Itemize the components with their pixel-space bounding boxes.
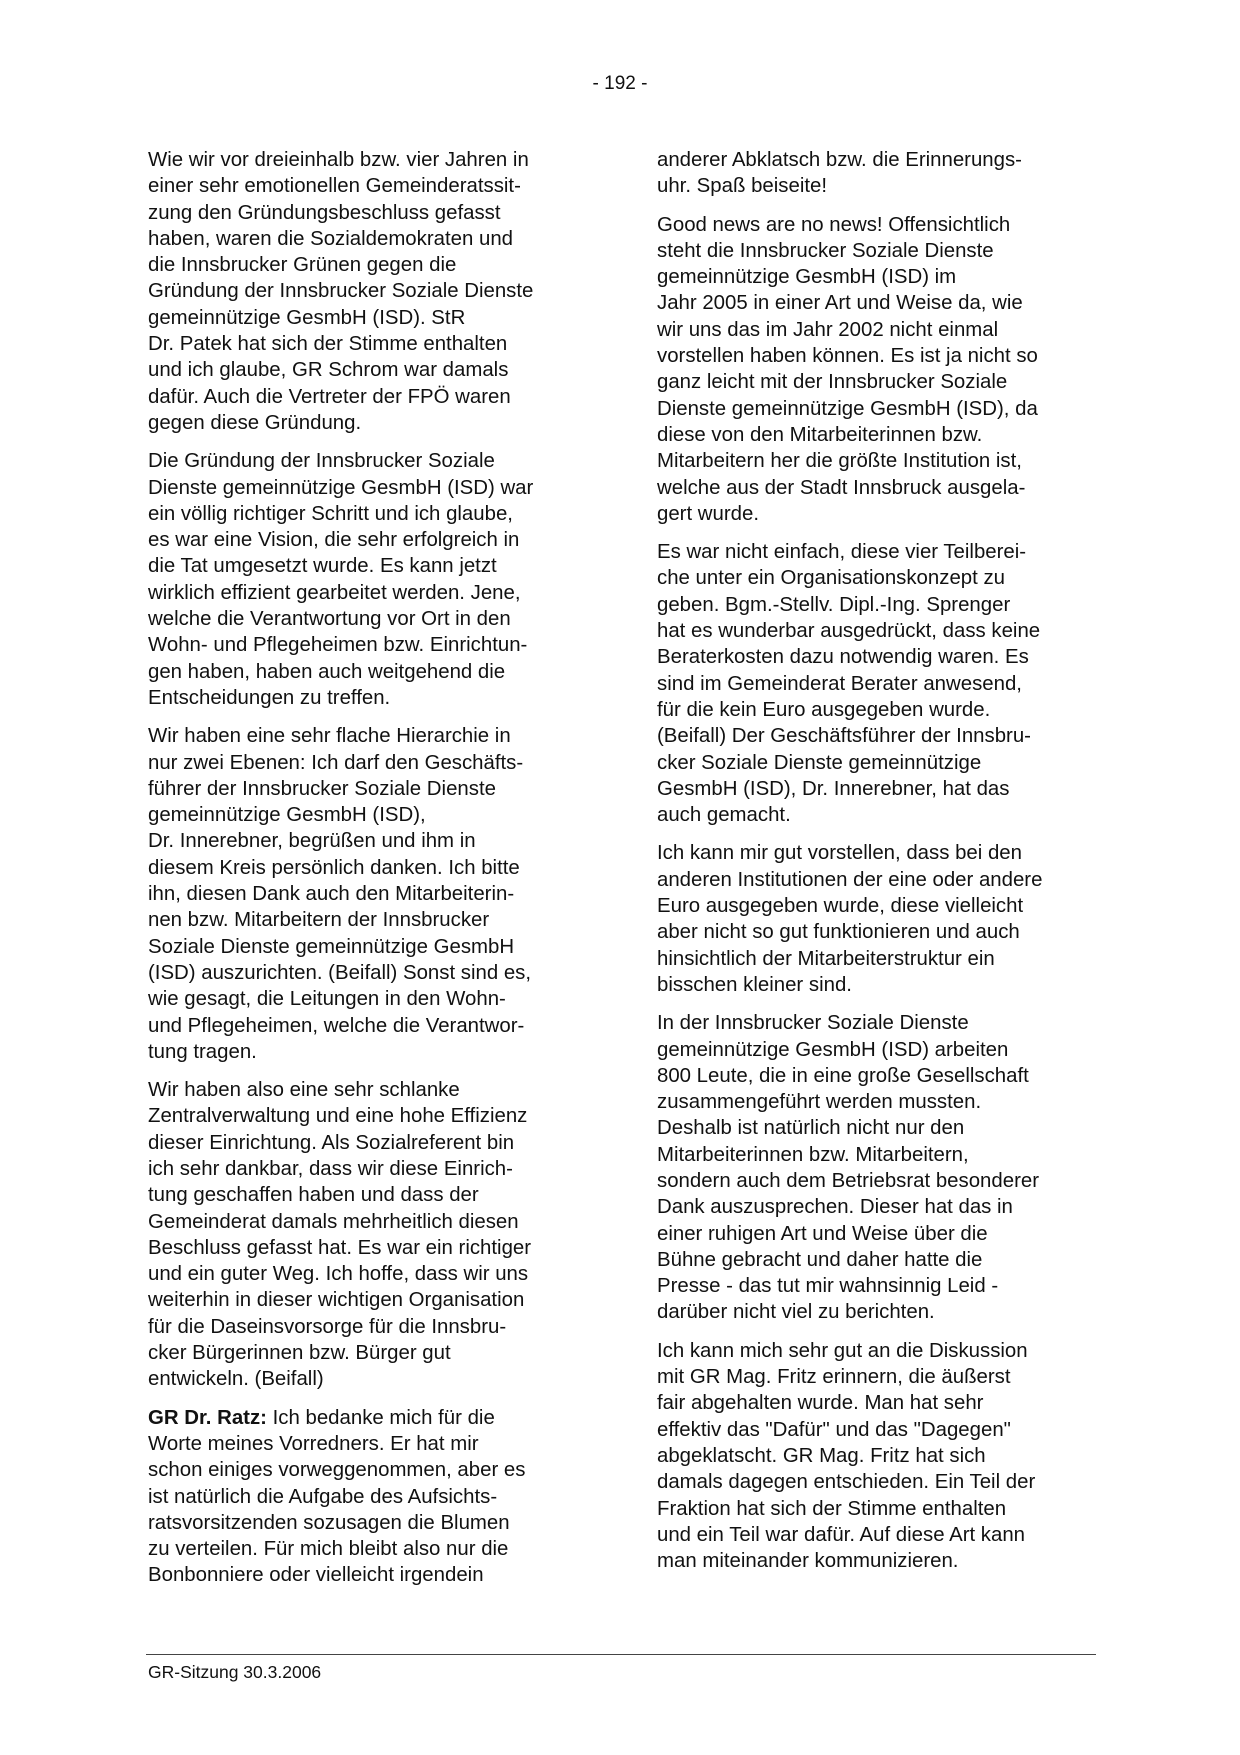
- text-line: geben. Bgm.-Stellv. Dipl.-Ing. Sprenger: [657, 593, 1011, 616]
- text-line: nen bzw. Mitarbeitern der Innsbrucker: [148, 909, 490, 932]
- text-line: gemeinnützige GesmbH (ISD) arbeiten: [657, 1038, 1009, 1061]
- footer-session-date: GR-Sitzung 30.3.2006: [148, 1662, 322, 1682]
- text-line: ein völlig richtiger Schritt und ich glaube,: [148, 502, 513, 525]
- text-line: Presse - das tut mir wahnsinnig Leid -: [657, 1275, 999, 1298]
- text-line: Entscheidungen zu treffen.: [148, 686, 391, 709]
- text-line: führer der Innsbrucker Soziale Dienste: [148, 777, 496, 800]
- text-line: gemeinnützige GesmbH (ISD). StR: [148, 306, 466, 329]
- text-line: die Innsbrucker Grünen gegen die: [148, 254, 457, 277]
- text-line: Wohn- und Pflegeheimen bzw. Einrichtun-: [148, 634, 528, 657]
- page-number: - 192 -: [592, 73, 648, 94]
- text-line: und ein guter Weg. Ich hoffe, dass wir uns: [148, 1263, 529, 1286]
- text-line: damals dagegen entschieden. Ein Teil der: [657, 1471, 1036, 1494]
- text-line: ratsvorsitzenden sozusagen die Blumen: [148, 1511, 510, 1534]
- text-line: Fraktion hat sich der Stimme enthalten: [657, 1497, 1007, 1520]
- text-line: uhr. Spaß beiseite!: [657, 175, 828, 198]
- text-line: Dank auszusprechen. Dieser hat das in: [657, 1196, 1013, 1219]
- text-line: Mitarbeiterinnen bzw. Mitarbeitern,: [657, 1143, 969, 1166]
- paragraph: [148, 448, 588, 711]
- text-line: anderen Institutionen der eine oder andere: [657, 868, 1043, 891]
- text-line: cker Bürgerinnen bzw. Bürger gut: [148, 1342, 451, 1365]
- text-line: Soziale Dienste gemeinnützige GesmbH: [148, 935, 515, 958]
- text-line: darüber nicht viel zu berichten.: [657, 1301, 935, 1324]
- text-line: Beschluss gefasst hat. Es war ein richtiger: [148, 1236, 532, 1259]
- text-line: Die Gründung der Innsbrucker Soziale: [148, 450, 495, 473]
- text-line: gemeinnützige GesmbH (ISD),: [148, 804, 426, 827]
- text-line: gemeinnützige GesmbH (ISD) im: [657, 266, 957, 289]
- text-line: für die kein Euro ausgegeben wurde.: [657, 698, 991, 721]
- text-line: Dienste gemeinnützige GesmbH (ISD), da: [657, 397, 1038, 420]
- text-line: weiterhin in dieser wichtigen Organisation: [148, 1289, 525, 1312]
- text-line: man miteinander kommunizieren.: [657, 1550, 959, 1573]
- paragraph: [657, 1338, 1105, 1575]
- speaker-text: Ich bedanke mich für die: [266, 1406, 495, 1429]
- text-line: Bühne gebracht und daher hatte die: [657, 1248, 983, 1271]
- text-line: ihn, diesen Dank auch den Mitarbeiterin-: [148, 883, 515, 906]
- text-line: sondern auch dem Betriebsrat besonderer: [657, 1169, 1039, 1192]
- text-line: entwickeln. (Beifall): [148, 1368, 324, 1391]
- text-line: Euro ausgegeben wurde, diese vielleicht: [657, 895, 1024, 918]
- paragraph: [148, 1077, 588, 1393]
- text-line: Beraterkosten dazu notwendig waren. Es: [657, 646, 1029, 669]
- text-line: Dienste gemeinnützige GesmbH (ISD) war: [148, 476, 534, 499]
- paragraph: [657, 1010, 1105, 1326]
- paragraph: [657, 147, 1105, 200]
- paragraph: [148, 147, 588, 436]
- text-line: effektiv das "Dafür" und das "Dagegen": [657, 1418, 1011, 1441]
- text-line: (ISD) auszurichten. (Beifall) Sonst sind es,: [148, 961, 532, 984]
- text-line: welche die Verantwortung vor Ort in den: [148, 608, 511, 631]
- text-line: und Pflegeheimen, welche die Verantwor-: [148, 1014, 525, 1037]
- text-line: und ein Teil war dafür. Auf diese Art kann: [657, 1523, 1026, 1546]
- text-line: welche aus der Stadt Innsbruck ausgela-: [657, 476, 1026, 499]
- text-line: dafür. Auch die Vertreter der FPÖ waren: [148, 385, 511, 408]
- text-line: es war eine Vision, die sehr erfolgreich in: [148, 529, 520, 552]
- text-line: tung tragen.: [148, 1040, 257, 1063]
- text-line: wie gesagt, die Leitungen in den Wohn-: [148, 988, 506, 1011]
- text-line: Jahr 2005 in einer Art und Weise da, wie: [657, 292, 1023, 315]
- text-line: che unter ein Organisationskonzept zu: [657, 567, 1005, 590]
- paragraph: [657, 212, 1105, 528]
- text-line: GesmbH (ISD), Dr. Innerebner, hat das: [657, 777, 1010, 800]
- text-line: abgeklatscht. GR Mag. Fritz hat sich: [657, 1444, 986, 1467]
- text-line: [148, 1405, 588, 1431]
- text-line: Zentralverwaltung und eine hohe Effizienz: [148, 1105, 528, 1128]
- text-line: Wir haben also eine sehr schlanke: [148, 1079, 460, 1102]
- text-line: dieser Einrichtung. Als Sozialreferent bin: [148, 1131, 515, 1154]
- right-column: [657, 147, 1105, 1586]
- text-line: vorstellen haben können. Es ist ja nicht so: [657, 345, 1038, 368]
- text-line: für die Daseinsvorsorge für die Innsbru-: [148, 1315, 507, 1338]
- speaker-paragraph: [148, 1405, 588, 1589]
- text-line: Ich kann mich sehr gut an die Diskussion: [657, 1339, 1028, 1362]
- text-line: tung geschaffen haben und dass der: [148, 1184, 479, 1207]
- left-column: [148, 147, 588, 1601]
- text-line: Dr. Innerebner, begrüßen und ihm in: [148, 830, 476, 853]
- text-line: cker Soziale Dienste gemeinnützige: [657, 751, 982, 774]
- text-line: hat es wunderbar ausgedrückt, dass keine: [657, 620, 1041, 643]
- text-line: Worte meines Vorredners. Er hat mir: [148, 1432, 479, 1455]
- text-line: Good news are no news! Offensichtlich: [657, 213, 1011, 236]
- text-line: haben, waren die Sozialdemokraten und: [148, 227, 514, 250]
- text-line: fair abgehalten wurde. Man hat sehr: [657, 1392, 984, 1415]
- text-line: ich sehr dankbar, dass wir diese Einrich-: [148, 1157, 513, 1180]
- text-line: einer ruhigen Art und Weise über die: [657, 1222, 988, 1245]
- text-line: anderer Abklatsch bzw. die Erinnerungs-: [657, 149, 1022, 171]
- text-line: 800 Leute, die in eine große Gesellschaft: [657, 1064, 1029, 1087]
- text-line: Dr. Patek hat sich der Stimme enthalten: [148, 333, 508, 356]
- text-line: diese von den Mitarbeiterinnen bzw.: [657, 423, 983, 446]
- text-line: Es war nicht einfach, diese vier Teilberei-: [657, 541, 1027, 564]
- text-line: ist natürlich die Aufgabe des Aufsichts-: [148, 1485, 498, 1508]
- text-line: Wir haben eine sehr flache Hierarchie in: [148, 725, 511, 748]
- text-line: hinsichtlich der Mitarbeiterstruktur ein: [657, 947, 995, 970]
- text-line: nur zwei Ebenen: Ich darf den Geschäfts-: [148, 751, 524, 774]
- text-line: Bonbonniere oder vielleicht irgendein: [148, 1564, 484, 1587]
- text-line: zu verteilen. Für mich bleibt also nur die: [148, 1538, 509, 1561]
- text-line: In der Innsbrucker Soziale Dienste: [657, 1012, 969, 1035]
- text-line: Deshalb ist natürlich nicht nur den: [657, 1117, 965, 1140]
- text-line: die Tat umgesetzt wurde. Es kann jetzt: [148, 555, 497, 578]
- text-line: bisschen kleiner sind.: [657, 973, 852, 996]
- text-line: diesem Kreis persönlich danken. Ich bitte: [148, 856, 520, 879]
- text-line: zung den Gründungsbeschluss gefasst: [148, 201, 501, 224]
- text-line: wir uns das im Jahr 2002 nicht einmal: [657, 318, 999, 341]
- text-line: steht die Innsbrucker Soziale Dienste: [657, 239, 994, 262]
- text-line: aber nicht so gut funktionieren und auch: [657, 921, 1020, 944]
- paragraph: [657, 840, 1105, 998]
- paragraph: [148, 723, 588, 1065]
- text-line: gen haben, haben auch weitgehend die: [148, 660, 506, 683]
- speaker-name: GR Dr. Ratz:: [148, 1406, 267, 1429]
- text-line: zusammengeführt werden mussten.: [657, 1091, 982, 1114]
- text-line: einer sehr emotionellen Gemeinderatssit-: [148, 175, 521, 198]
- text-line: sind im Gemeinderat Berater anwesend,: [657, 672, 1022, 695]
- text-line: gert wurde.: [657, 502, 760, 525]
- text-line: mit GR Mag. Fritz erinnern, die äußerst: [657, 1366, 1011, 1389]
- text-line: schon einiges vorweggenommen, aber es: [148, 1459, 526, 1482]
- text-line: Gründung der Innsbrucker Soziale Dienste: [148, 280, 534, 303]
- text-line: gegen diese Gründung.: [148, 411, 362, 434]
- text-line: wirklich effizient gearbeitet werden. Jene,: [148, 581, 521, 604]
- text-line: Ich kann mir gut vorstellen, dass bei den: [657, 842, 1022, 865]
- text-line: Wie wir vor dreieinhalb bzw. vier Jahren in: [148, 149, 529, 171]
- paragraph: [657, 539, 1105, 828]
- footer-divider: [146, 1654, 1096, 1655]
- text-line: auch gemacht.: [657, 804, 791, 827]
- text-line: und ich glaube, GR Schrom war damals: [148, 359, 509, 382]
- text-line: ganz leicht mit der Innsbrucker Soziale: [657, 371, 1008, 394]
- text-line: (Beifall) Der Geschäftsführer der Innsbru-: [657, 725, 1031, 748]
- text-line: Gemeinderat damals mehrheitlich diesen: [148, 1210, 519, 1233]
- text-line: Mitarbeitern her die größte Institution ist,: [657, 450, 1022, 473]
